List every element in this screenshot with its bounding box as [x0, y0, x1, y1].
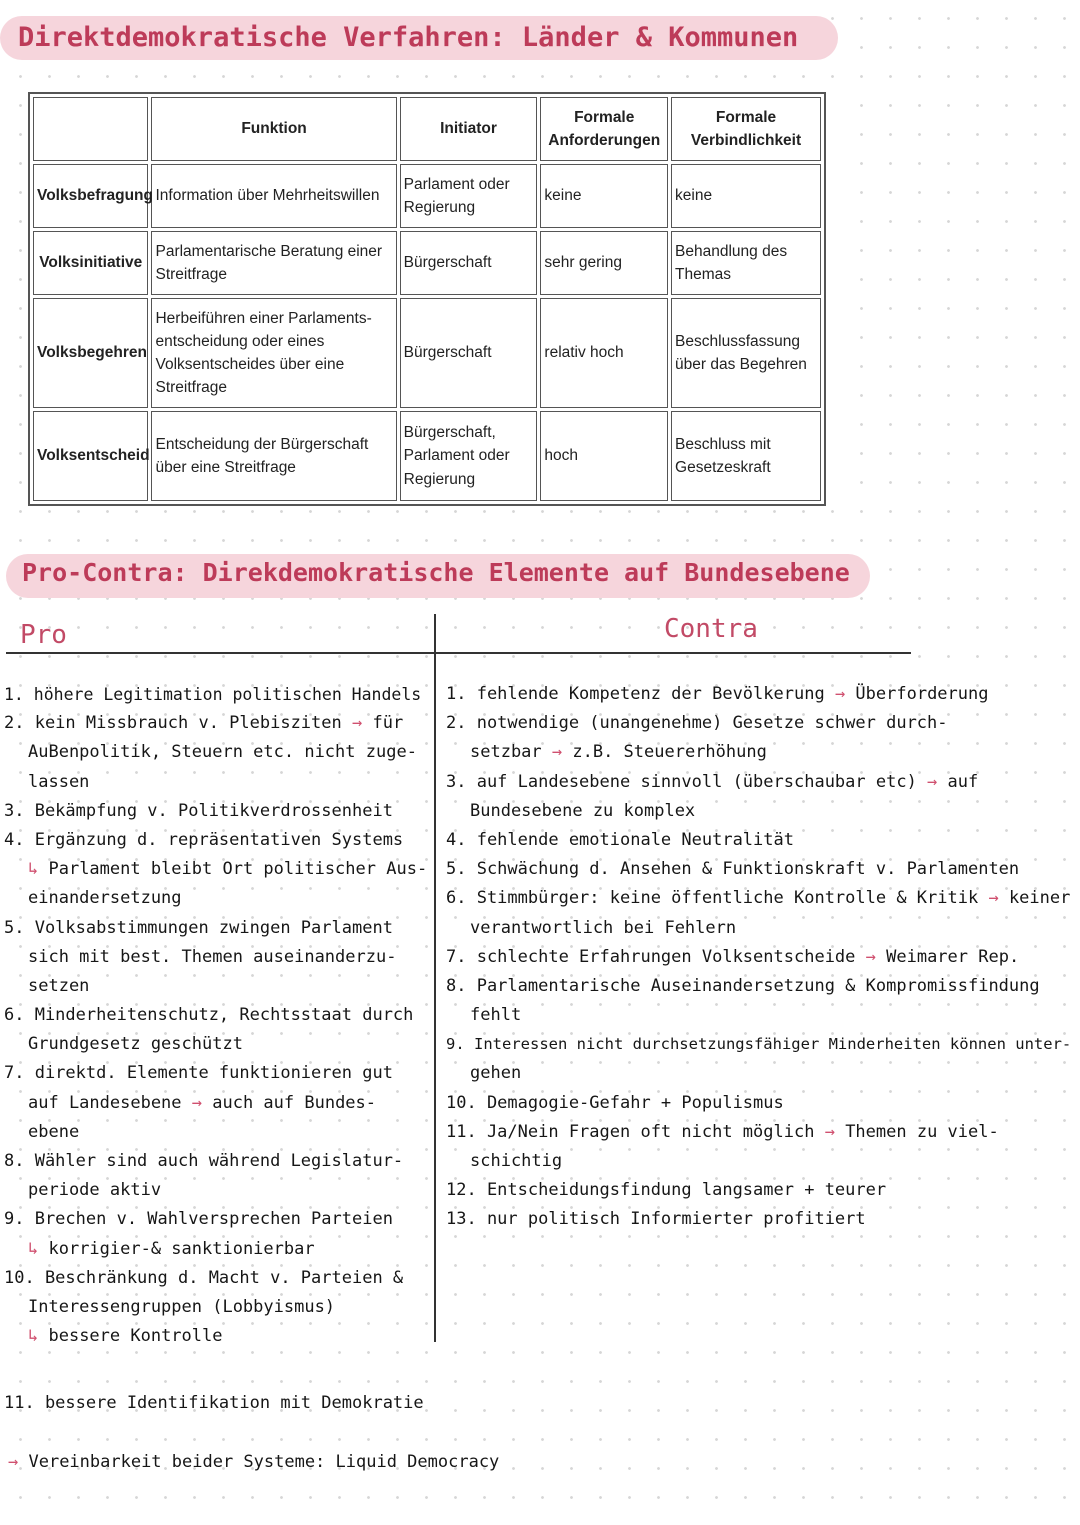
contra-item-line: 6. Stimmbürger: keine öffentliche Kontrolle & Kritik → keiner — [446, 888, 1071, 909]
pro-item-line: 1. höhere Legitimation politischen Handels — [4, 685, 422, 704]
cell-line: Behandlung des — [675, 242, 788, 260]
header-funktion: Funktion — [151, 97, 396, 161]
cell-line: Streitfrage — [155, 266, 227, 283]
anforderungen-cell: sehr gering — [540, 231, 668, 295]
pro-item-10 — [4, 1264, 432, 1352]
initiator-cell — [400, 411, 538, 501]
cell-line: Gesetzeskraft — [675, 459, 771, 476]
cell-line: keine — [675, 187, 713, 205]
cell-line: Streitfrage — [155, 379, 227, 397]
pro-item-line: 2. kein Missbrauch v. Plebisziten → für — [4, 713, 404, 734]
contra-item-line: 12. Entscheidungsfindung langsamer + teurer — [446, 1180, 887, 1201]
contra-item-line: 4. fehlende emotionale Neutralität — [446, 829, 794, 850]
cell-line: Themas — [675, 266, 732, 283]
contra-item-5 — [446, 855, 1076, 884]
table-row — [33, 231, 821, 295]
pro-item-line: 10. Beschränkung d. Macht v. Parteien & — [4, 1267, 404, 1288]
contra-item-10 — [446, 1089, 1076, 1118]
t-chart-horizontal-line — [6, 652, 911, 654]
contra-item-line: 11. Ja/Nein Fragen oft nicht möglich → Themen zu viel- — [446, 1121, 999, 1142]
contra-item-line: 5. Schwächung d. Ansehen & Funktionskraft v. Parlamenten — [446, 859, 1020, 880]
pro-item-line: 7. direktd. Elemente funktionieren gut — [4, 1063, 393, 1084]
cell-line: Entscheidung der Bürgerschaft — [155, 435, 369, 453]
cell-line: Bürgerschaft — [403, 344, 492, 362]
header-empty — [33, 97, 148, 161]
cell-line: Beschluss mit — [675, 435, 771, 453]
pro-item-line: 6. Minderheitenschutz, Rechtsstaat durch — [4, 1005, 414, 1026]
contra-item-9 — [446, 1030, 1076, 1088]
cell-line: Herbeiführen einer Parlaments- — [155, 309, 372, 327]
contra-item-line: 7. schlechte Erfahrungen Volksentscheide → Weimarer Rep. — [446, 946, 1020, 967]
pro-item-9 — [4, 1205, 432, 1263]
funktion-cell — [151, 411, 396, 501]
pro-item-line: Interessengruppen (Lobbyismus) — [28, 1296, 336, 1317]
pro-item-3 — [4, 797, 432, 826]
arrow-icon: → — [824, 1121, 835, 1142]
pro-item-line: lassen — [28, 771, 90, 792]
contra-item-7 — [446, 943, 1076, 972]
header-verbindlichkeit: Formale Verbindlichkeit — [671, 97, 821, 161]
verbindlichkeit-cell — [671, 164, 821, 228]
cell-line: Regierung — [403, 470, 476, 488]
cell-line: Beschlussfassung — [675, 332, 800, 350]
contra-item-4 — [446, 826, 1076, 855]
contra-item-line: 9. Interessen nicht durchsetzungsfähiger Minderheiten können unter- — [446, 1035, 1072, 1054]
contra-item-line: 10. Demagogie-Gefahr + Populismus — [446, 1092, 784, 1113]
funktion-cell — [151, 298, 396, 408]
pro-item-line: ↳ korrigier-& sanktionierbar — [28, 1238, 315, 1259]
arrow-icon: → — [834, 684, 846, 704]
pro-item-1 — [4, 680, 432, 709]
section-title-verfahren: Direktdemokratische Verfahren: Länder & Kommunen — [18, 22, 799, 53]
arrow-icon: → — [865, 946, 876, 967]
verbindlichkeit-cell — [671, 298, 821, 408]
pro-item-line: sich mit best. Themen auseinanderzu- — [28, 946, 397, 967]
pro-item-line: ↳ Parlament bleibt Ort politischer Aus- — [28, 859, 428, 880]
verfahren-table-container — [22, 86, 844, 510]
row-name-cell: Volksentscheid — [33, 411, 148, 501]
table-row — [33, 298, 821, 408]
table-row — [33, 411, 821, 501]
header-anforderungen: Formale Anforderungen — [540, 97, 668, 161]
pro-item-line: Grundgesetz geschützt — [28, 1034, 243, 1055]
pro-item-4 — [4, 826, 432, 914]
pro-item-11: 11. bessere Identifikation mit Demokratie — [4, 1393, 424, 1413]
verbindlichkeit-cell — [671, 231, 821, 295]
initiator-cell — [400, 298, 538, 408]
table-row — [33, 164, 821, 228]
pro-item-line: periode aktiv — [28, 1180, 162, 1201]
cell-line: Bürgerschaft — [403, 254, 492, 272]
cell-line: Volksentscheides über eine — [155, 356, 345, 373]
pro-list — [4, 680, 432, 1351]
anforderungen-cell: keine — [540, 164, 668, 228]
pro-item-line: setzen — [28, 975, 90, 996]
arrow-icon: → — [352, 713, 363, 734]
contra-item-11 — [446, 1118, 1076, 1176]
row-name-cell: Volksinitiative — [33, 231, 148, 295]
contra-item-line: 13. nur politisch Informierter profitiert — [446, 1209, 866, 1230]
arrow-icon: → — [927, 771, 938, 792]
pro-item-line: 8. Wähler sind auch während Legislatur- — [4, 1151, 404, 1171]
cell-line: Parlamentarische Beratung einer — [155, 242, 383, 260]
arrow-icon: ↳ — [28, 859, 39, 880]
contra-item-line: fehlt — [470, 1005, 522, 1026]
contra-item-2 — [446, 709, 1076, 767]
anforderungen-cell: hoch — [540, 411, 668, 501]
section-title-pro-contra: Pro-Contra: Direkdemokratische Elemente auf Bundesebene — [22, 558, 850, 587]
cell-line: Parlament oder — [403, 175, 510, 193]
funktion-cell — [151, 164, 396, 228]
cell-line: Information über Mehrheitswillen — [155, 187, 380, 205]
pro-item-7 — [4, 1059, 432, 1147]
pro-item-line: ↳ bessere Kontrolle — [28, 1326, 223, 1347]
cell-line: Bürgerschaft, — [403, 424, 496, 442]
contra-item-1 — [446, 680, 1076, 709]
contra-heading: Contra — [664, 614, 758, 644]
cell-line: über eine Streitfrage — [155, 459, 296, 476]
contra-item-12 — [446, 1176, 1076, 1205]
funktion-cell — [151, 231, 396, 295]
contra-item-line: 3. auf Landesebene sinnvoll (überschaubar etc) → auf — [446, 771, 979, 792]
contra-item-line: schichtig — [470, 1151, 563, 1171]
contra-item-line: 8. Parlamentarische Auseinandersetzung & Kompromissfindung — [446, 975, 1040, 996]
contra-item-6 — [446, 884, 1076, 942]
contra-item-13 — [446, 1205, 1076, 1234]
conclusion-text: → Vereinbarkeit beider Systeme: Liquid Democracy — [8, 1452, 500, 1472]
contra-item-line: 1. fehlende Kompetenz der Bevölkerung → Überforderung — [446, 684, 989, 704]
pro-item-line: 5. Volksabstimmungen zwingen Parlament — [4, 917, 393, 938]
pro-item-line: 3. Bekämpfung v. Politikverdrossenheit — [4, 800, 393, 821]
pro-item-2 — [4, 709, 432, 797]
initiator-cell — [400, 231, 538, 295]
pro-item-line: 4. Ergänzung d. repräsentativen Systems — [4, 829, 404, 850]
row-name-cell: Volksbefragung — [33, 164, 148, 228]
cell-line: Parlament oder — [403, 447, 510, 465]
contra-item-line: gehen — [470, 1063, 522, 1084]
pro-item-line: 9. Brechen v. Wahlversprechen Parteien — [4, 1209, 393, 1230]
contra-item-8 — [446, 972, 1076, 1030]
t-chart-vertical-line — [434, 614, 436, 1342]
arrow-icon: → — [8, 1452, 19, 1472]
contra-item-line: Bundesebene zu komplex — [470, 800, 696, 821]
header-initiator: Initiator — [400, 97, 538, 161]
pro-item-line: auf Landesebene → auch auf Bundes- — [28, 1092, 377, 1113]
cell-line: über das Begehren — [675, 356, 807, 373]
pro-item-6 — [4, 1001, 432, 1059]
pro-heading: Pro — [20, 620, 67, 650]
verfahren-table — [28, 92, 826, 506]
arrow-icon: → — [988, 888, 999, 909]
table-header-row — [33, 97, 821, 161]
pro-item-line: einandersetzung — [28, 888, 182, 909]
pro-item-5 — [4, 914, 432, 1002]
cell-line: Regierung — [403, 199, 476, 216]
contra-item-line: 2. notwendige (unangenehme) Gesetze schwer durch- — [446, 713, 948, 734]
pro-item-line: AuBenpolitik, Steuern etc. nicht zuge- — [28, 742, 417, 763]
row-name-cell: Volksbegehren — [33, 298, 148, 408]
arrow-icon: → — [191, 1092, 203, 1113]
pro-item-line: ebene — [28, 1121, 80, 1142]
verbindlichkeit-cell — [671, 411, 821, 501]
arrow-icon: ↳ — [28, 1326, 39, 1347]
pro-item-8 — [4, 1147, 432, 1205]
contra-list — [446, 680, 1076, 1235]
anforderungen-cell: relativ hoch — [540, 298, 668, 408]
contra-item-line: verantwortlich bei Fehlern — [470, 917, 737, 938]
arrow-icon: → — [551, 742, 563, 763]
contra-item-line: setzbar → z.B. Steuererhöhung — [470, 742, 767, 763]
contra-item-3 — [446, 768, 1076, 826]
arrow-icon: ↳ — [28, 1238, 39, 1259]
initiator-cell — [400, 164, 538, 228]
cell-line: entscheidung oder eines — [155, 332, 325, 350]
